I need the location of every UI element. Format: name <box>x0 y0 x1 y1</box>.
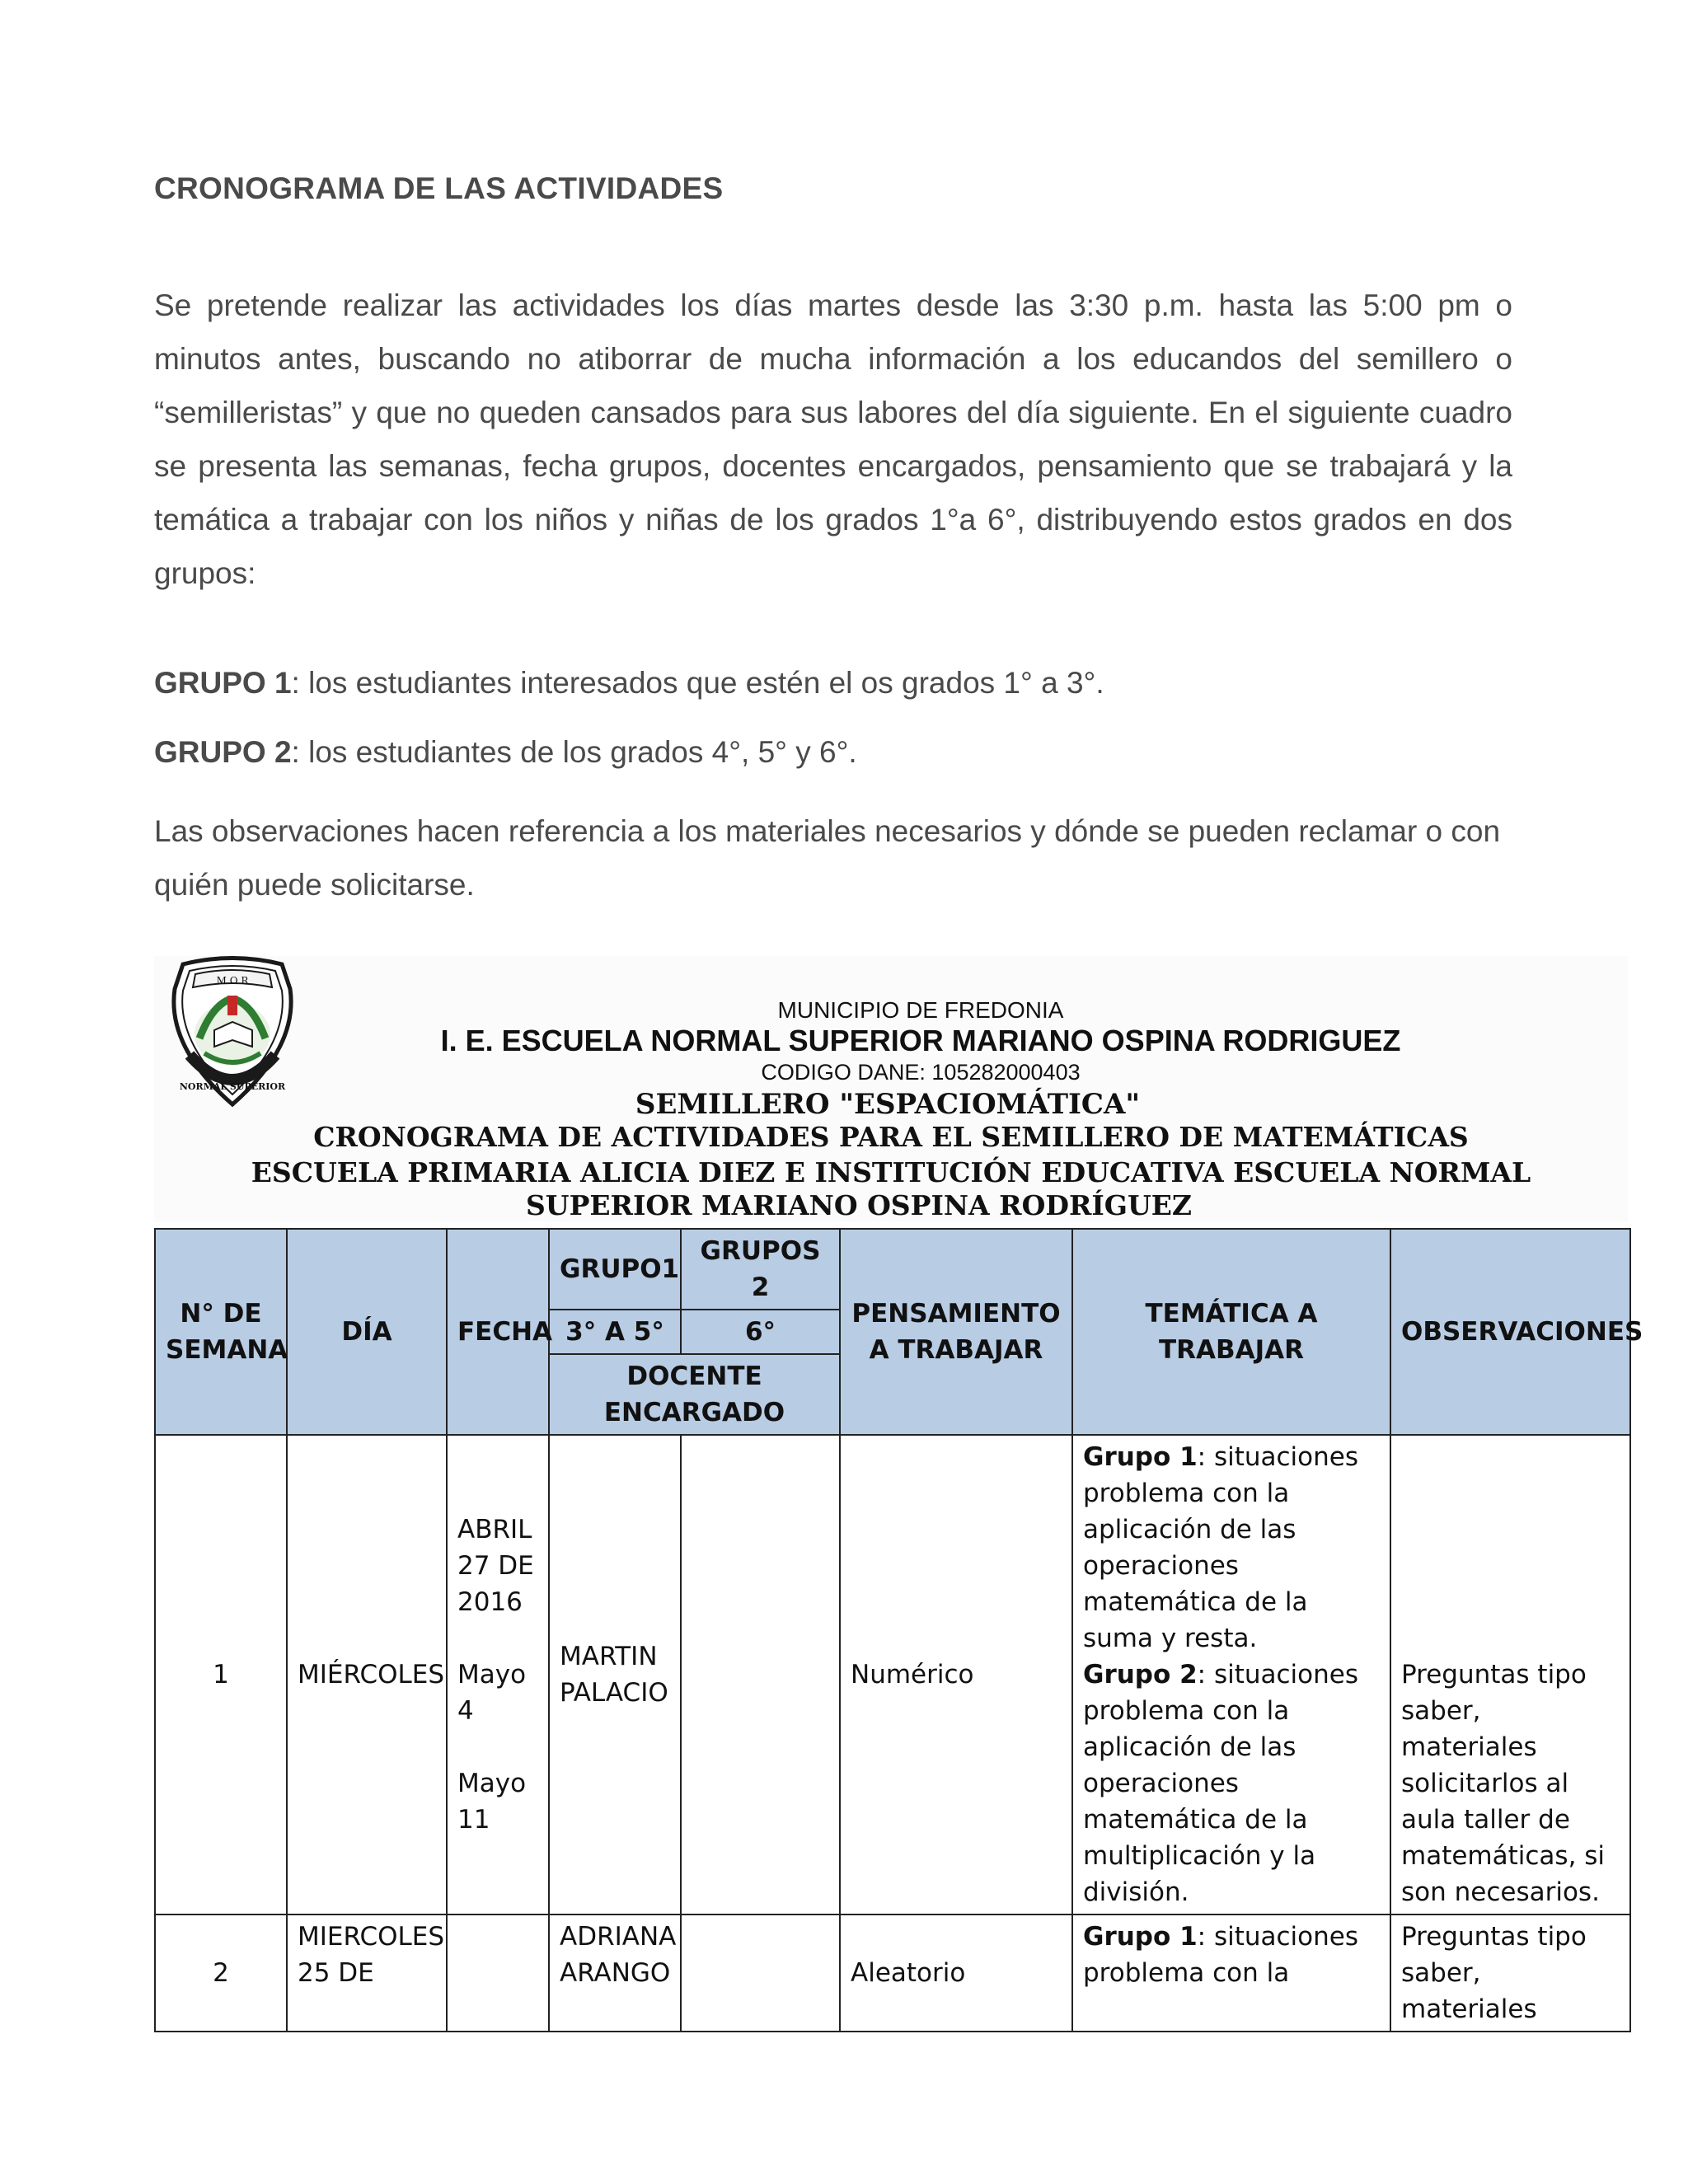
semillero-title: SEMILLERO "ESPACIOMÁTICA" <box>635 1088 1141 1121</box>
group-2-description <box>154 735 857 770</box>
table-row <box>155 1435 1630 1915</box>
cell-topic <box>1072 1915 1390 2032</box>
schedule-title-line-1: CRONOGRAMA DE ACTIVIDADES PARA EL SEMILLERO DE MATEMÁTICAS <box>313 1121 1469 1153</box>
header-row-1 <box>155 1229 1630 1310</box>
header-group-1-grades: 3° A 5° <box>549 1310 681 1354</box>
cell-observations: Preguntas tipo saber, materiales <box>1390 1915 1630 2032</box>
topic-group-1-label: Grupo 1 <box>1083 1442 1198 1472</box>
schedule-title-line-3: SUPERIOR MARIANO OSPINA RODRÍGUEZ <box>525 1189 1193 1221</box>
cell-date <box>447 1435 549 1915</box>
group-2-text: : los estudiantes de los grados 4°, 5° y 6°. <box>291 735 857 769</box>
cell-day: MIERCOLES 25 DE <box>287 1915 447 2032</box>
header-group-2-grades: 6° <box>681 1310 840 1354</box>
header-group-1: GRUPO1 <box>549 1229 681 1310</box>
header-teacher: DOCENTE ENCARGADO <box>549 1354 840 1435</box>
observations-note: Las observaciones hacen referencia a los materiales necesarios y dónde se pueden reclamar o con quién puede solicitarse. <box>154 814 1501 902</box>
header-topic: TEMÁTICA A TRABAJAR <box>1072 1229 1390 1435</box>
header-date: FECHA <box>447 1229 549 1435</box>
cell-teacher-group-1: ADRIANA ARANGO <box>549 1915 681 2032</box>
cell-teacher-group-2 <box>681 1435 840 1915</box>
cell-day: MIÉRCOLES <box>287 1435 447 1915</box>
section-heading: CRONOGRAMA DE LAS ACTIVIDADES <box>154 171 724 205</box>
cell-week: 2 <box>155 1915 287 2032</box>
date-entry: Mayo 4 <box>457 1660 527 1726</box>
cell-observations: Preguntas tipo saber, materiales solicitarlos al aula taller de matemáticas, si son necesarios. <box>1390 1435 1630 1915</box>
date-entry: Mayo 11 <box>457 1769 527 1835</box>
cell-thought: Numérico <box>840 1435 1072 1915</box>
cell-teacher-group-1: MARTIN PALACIO <box>549 1435 681 1915</box>
intro-paragraph: Se pretende realizar las actividades los días martes desde las 3:30 p.m. hasta las 5:00 pm o minutos antes, buscando no atiborrar de mucha información a los educandos del semillero o “semilleristas” y que no queden cansados para sus labores del día siguiente. En el siguiente cuadro se presenta las semanas, fecha grupos, docentes encargados, pensamiento que se trabajará y la temática a trabajar con los niños y niñas de los grados 1°a 6°, distribuyendo estos grados en dos grupos: <box>154 288 1512 590</box>
topic-group-1-label: Grupo 1 <box>1083 1922 1198 1952</box>
group-2-label: GRUPO 2 <box>154 735 292 769</box>
header-week: N° DE SEMANA <box>155 1229 287 1435</box>
cell-date <box>447 1915 549 2032</box>
topic-group-2-text: : situaciones problema con la aplicación de las operaciones matemática de la multiplicación y la división. <box>1083 1660 1359 1907</box>
cell-thought: Aleatorio <box>840 1915 1072 2032</box>
letterhead <box>154 956 1628 1222</box>
topic-group-1-text: : situaciones problema con la <box>1083 1922 1359 1988</box>
group-1-label: GRUPO 1 <box>154 666 292 700</box>
schedule-title-line-2: ESCUELA PRIMARIA ALICIA DIEZ E INSTITUCIÓN EDUCATIVA ESCUELA NORMAL <box>251 1156 1531 1188</box>
header-thought: PENSAMIENTO A TRABAJAR <box>840 1229 1072 1435</box>
date-entry: ABRIL 27 DE 2016 <box>457 1515 534 1617</box>
municipality: MUNICIPIO DE FREDONIA <box>777 997 1064 1023</box>
group-1-description <box>154 666 1104 701</box>
dane-code: CODIGO DANE: 105282000403 <box>761 1060 1081 1085</box>
logo-text-top: M O R <box>216 975 249 987</box>
cell-week: 1 <box>155 1435 287 1915</box>
table-row <box>155 1915 1630 2032</box>
topic-group-1-text: : situaciones problema con la aplicación de las operaciones matemática de la suma y resta. <box>1083 1442 1359 1653</box>
topic-group-2-label: Grupo 2 <box>1083 1660 1198 1690</box>
institution-name: I. E. ESCUELA NORMAL SUPERIOR MARIANO OSPINA RODRIGUEZ <box>440 1024 1401 1057</box>
logo-text-bottom: NORMAL SUPERIOR <box>179 1081 286 1092</box>
cell-teacher-group-2 <box>681 1915 840 2032</box>
header-observations: OBSERVACIONES <box>1390 1229 1630 1435</box>
schedule-table <box>154 1228 1643 2032</box>
header-day: DÍA <box>287 1229 447 1435</box>
group-1-text: : los estudiantes interesados que estén el os grados 1° a 3°. <box>291 666 1104 700</box>
cell-topic <box>1072 1435 1390 1915</box>
header-group-2: GRUPOS 2 <box>681 1229 840 1310</box>
